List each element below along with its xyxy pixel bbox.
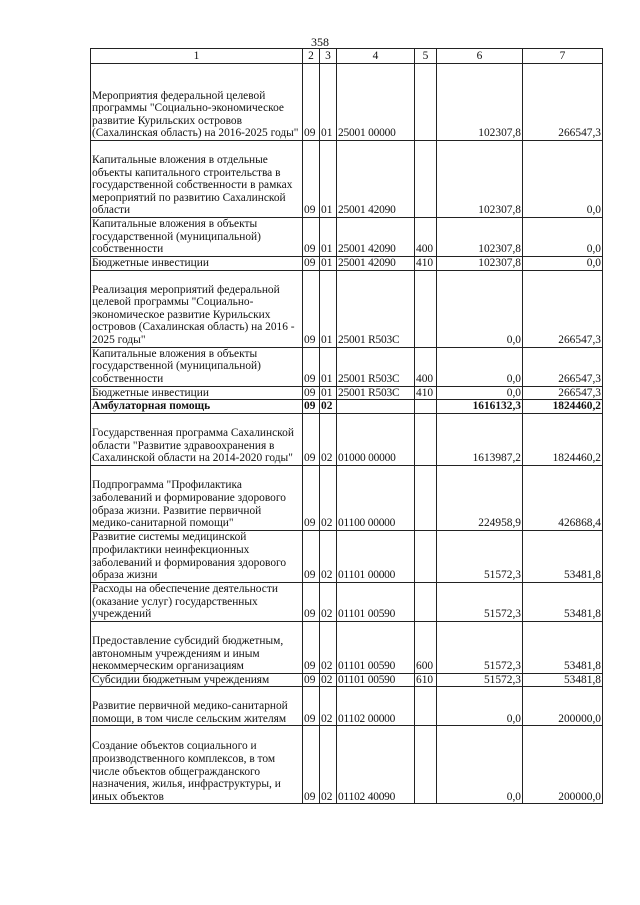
- table-row: [91, 673, 603, 687]
- row-expense-type: [415, 687, 437, 726]
- row-name: Бюджетные инвестиции: [91, 386, 303, 400]
- row-section: 09: [303, 530, 320, 582]
- row-subsection: 02: [320, 530, 337, 582]
- row-value-2018: 51572,3: [437, 621, 523, 673]
- row-section: 09: [303, 673, 320, 687]
- row-value-2018: 0,0: [437, 687, 523, 726]
- page-number: 358: [311, 35, 329, 49]
- row-value-2018: 1613987,2: [437, 413, 523, 465]
- row-target-article: 25001 00000: [337, 64, 415, 141]
- row-expense-type: 410: [415, 386, 437, 400]
- row-value-2019: 0,0: [523, 257, 603, 271]
- row-expense-type: 610: [415, 673, 437, 687]
- row-expense-type: [415, 270, 437, 347]
- table-row: [91, 386, 603, 400]
- budget-table: [90, 48, 603, 804]
- row-expense-type: 400: [415, 218, 437, 257]
- row-value-2019: 53481,8: [523, 582, 603, 621]
- row-value-2019: 200000,0: [523, 726, 603, 804]
- row-value-2019: 426868,4: [523, 465, 603, 530]
- row-value-2019: 0,0: [523, 141, 603, 218]
- table-row: [91, 621, 603, 673]
- row-subsection: 01: [320, 386, 337, 400]
- row-expense-type: [415, 413, 437, 465]
- row-target-article: 25001 R503C: [337, 347, 415, 386]
- table-row: [91, 141, 603, 218]
- row-value-2018: 1616132,3: [437, 400, 523, 414]
- row-subsection: 01: [320, 257, 337, 271]
- row-value-2018: 51572,3: [437, 530, 523, 582]
- row-value-2019: 266547,3: [523, 347, 603, 386]
- row-subsection: 01: [320, 141, 337, 218]
- header-row: [91, 49, 603, 64]
- row-value-2018: 102307,8: [437, 141, 523, 218]
- row-target-article: 01101 00590: [337, 621, 415, 673]
- row-subsection: 02: [320, 621, 337, 673]
- row-name: Бюджетные инвестиции: [91, 257, 303, 271]
- table-row: [91, 465, 603, 530]
- row-subsection: 02: [320, 413, 337, 465]
- row-section: 09: [303, 413, 320, 465]
- row-value-2019: 53481,8: [523, 530, 603, 582]
- row-value-2018: 0,0: [437, 386, 523, 400]
- row-name: Расходы на обеспечение деятельности (оказание услуг) государственных учреждений: [91, 582, 303, 621]
- row-value-2019: 1824460,2: [523, 413, 603, 465]
- row-subsection: 02: [320, 687, 337, 726]
- row-name: Субсидии бюджетным учреждениям: [91, 673, 303, 687]
- row-expense-type: 400: [415, 347, 437, 386]
- row-name: Создание объектов социального и производственного комплексов, в том числе объектов общегражданского назначения, жилья, инфраструктуры, и иных объектов: [91, 726, 303, 804]
- row-subsection: 02: [320, 400, 337, 414]
- row-target-article: 25001 42090: [337, 218, 415, 257]
- row-value-2018: 51572,3: [437, 673, 523, 687]
- row-section: 09: [303, 465, 320, 530]
- row-value-2018: 51572,3: [437, 582, 523, 621]
- row-target-article: 25001 42090: [337, 257, 415, 271]
- row-value-2018: 102307,8: [437, 218, 523, 257]
- table-row: [91, 413, 603, 465]
- row-name: Капитальные вложения в отдельные объекты капитального строительства в государственной собственности в рамках мероприятий по развитию Сахалинской области: [91, 141, 303, 218]
- row-section: 09: [303, 386, 320, 400]
- header-col-7: 7: [523, 49, 603, 64]
- header-col-1: 1: [91, 49, 303, 64]
- table-row: [91, 582, 603, 621]
- table-row: [91, 400, 603, 414]
- row-value-2019: 200000,0: [523, 687, 603, 726]
- row-target-article: 25001 R503C: [337, 386, 415, 400]
- row-value-2019: 1824460,2: [523, 400, 603, 414]
- row-value-2019: 266547,3: [523, 386, 603, 400]
- row-value-2019: 0,0: [523, 218, 603, 257]
- row-subsection: 01: [320, 218, 337, 257]
- row-expense-type: [415, 64, 437, 141]
- row-subsection: 02: [320, 465, 337, 530]
- row-name: Амбулаторная помощь: [91, 400, 303, 414]
- row-value-2018: 0,0: [437, 270, 523, 347]
- row-subsection: 01: [320, 270, 337, 347]
- row-expense-type: [415, 465, 437, 530]
- row-section: 09: [303, 64, 320, 141]
- row-value-2019: 266547,3: [523, 64, 603, 141]
- header-col-5: 5: [415, 49, 437, 64]
- row-subsection: 01: [320, 347, 337, 386]
- row-target-article: 01101 00000: [337, 530, 415, 582]
- row-target-article: 01102 40090: [337, 726, 415, 804]
- table-row: [91, 726, 603, 804]
- row-section: 09: [303, 400, 320, 414]
- row-name: Капитальные вложения в объекты государственной (муниципальной) собственности: [91, 218, 303, 257]
- row-value-2019: 53481,8: [523, 621, 603, 673]
- table-row: [91, 347, 603, 386]
- row-name: Развитие первичной медико-санитарной помощи, в том числе сельским жителям: [91, 687, 303, 726]
- row-target-article: 01101 00590: [337, 673, 415, 687]
- row-expense-type: [415, 726, 437, 804]
- row-value-2018: 102307,8: [437, 64, 523, 141]
- row-name: Реализация мероприятий федеральной целевой программы "Социально-экономическое развитие Курильских островов (Сахалинская область) на 2016 - 2025 годы": [91, 270, 303, 347]
- row-value-2018: 0,0: [437, 347, 523, 386]
- header-col-6: 6: [437, 49, 523, 64]
- row-value-2018: 102307,8: [437, 257, 523, 271]
- row-value-2019: 53481,8: [523, 673, 603, 687]
- header-col-3: 3: [320, 49, 337, 64]
- row-name: Предоставление субсидий бюджетным, автономным учреждениям и иным некоммерческим организациям: [91, 621, 303, 673]
- row-expense-type: [415, 530, 437, 582]
- row-section: 09: [303, 141, 320, 218]
- row-name: Подпрограмма "Профилактика заболеваний и формирование здорового образа жизни. Развитие первичной медико-санитарной помощи": [91, 465, 303, 530]
- row-expense-type: [415, 400, 437, 414]
- row-subsection: 02: [320, 582, 337, 621]
- row-target-article: [337, 400, 415, 414]
- row-expense-type: [415, 582, 437, 621]
- table-row: [91, 218, 603, 257]
- row-subsection: 02: [320, 673, 337, 687]
- row-section: 09: [303, 347, 320, 386]
- table-row: [91, 64, 603, 141]
- row-subsection: 01: [320, 64, 337, 141]
- table-row: [91, 687, 603, 726]
- row-section: 09: [303, 687, 320, 726]
- row-value-2018: 0,0: [437, 726, 523, 804]
- row-section: 09: [303, 726, 320, 804]
- row-expense-type: 600: [415, 621, 437, 673]
- table-body: [91, 64, 603, 804]
- row-name: Государственная программа Сахалинской области "Развитие здравоохранения в Сахалинской области на 2014-2020 годы": [91, 413, 303, 465]
- row-section: 09: [303, 270, 320, 347]
- row-expense-type: [415, 141, 437, 218]
- row-name: Развитие системы медицинской профилактики неинфекционных заболеваний и формирования здорового образа жизни: [91, 530, 303, 582]
- row-name: Капитальные вложения в объекты государственной (муниципальной) собственности: [91, 347, 303, 386]
- row-section: 09: [303, 582, 320, 621]
- row-section: 09: [303, 257, 320, 271]
- row-value-2018: 224958,9: [437, 465, 523, 530]
- row-section: 09: [303, 218, 320, 257]
- header-col-4: 4: [337, 49, 415, 64]
- row-section: 09: [303, 621, 320, 673]
- row-target-article: 25001 R503C: [337, 270, 415, 347]
- row-expense-type: 410: [415, 257, 437, 271]
- table-row: [91, 257, 603, 271]
- row-target-article: 01102 00000: [337, 687, 415, 726]
- row-target-article: 01100 00000: [337, 465, 415, 530]
- row-target-article: 01000 00000: [337, 413, 415, 465]
- row-name: Мероприятия федеральной целевой программы "Социально-экономическое развитие Курильских островов (Сахалинская область) на 2016-2025 годы": [91, 64, 303, 141]
- row-target-article: 25001 42090: [337, 141, 415, 218]
- table-row: [91, 530, 603, 582]
- row-value-2019: 266547,3: [523, 270, 603, 347]
- table-row: [91, 270, 603, 347]
- header-col-2: 2: [303, 49, 320, 64]
- row-subsection: 02: [320, 726, 337, 804]
- row-target-article: 01101 00590: [337, 582, 415, 621]
